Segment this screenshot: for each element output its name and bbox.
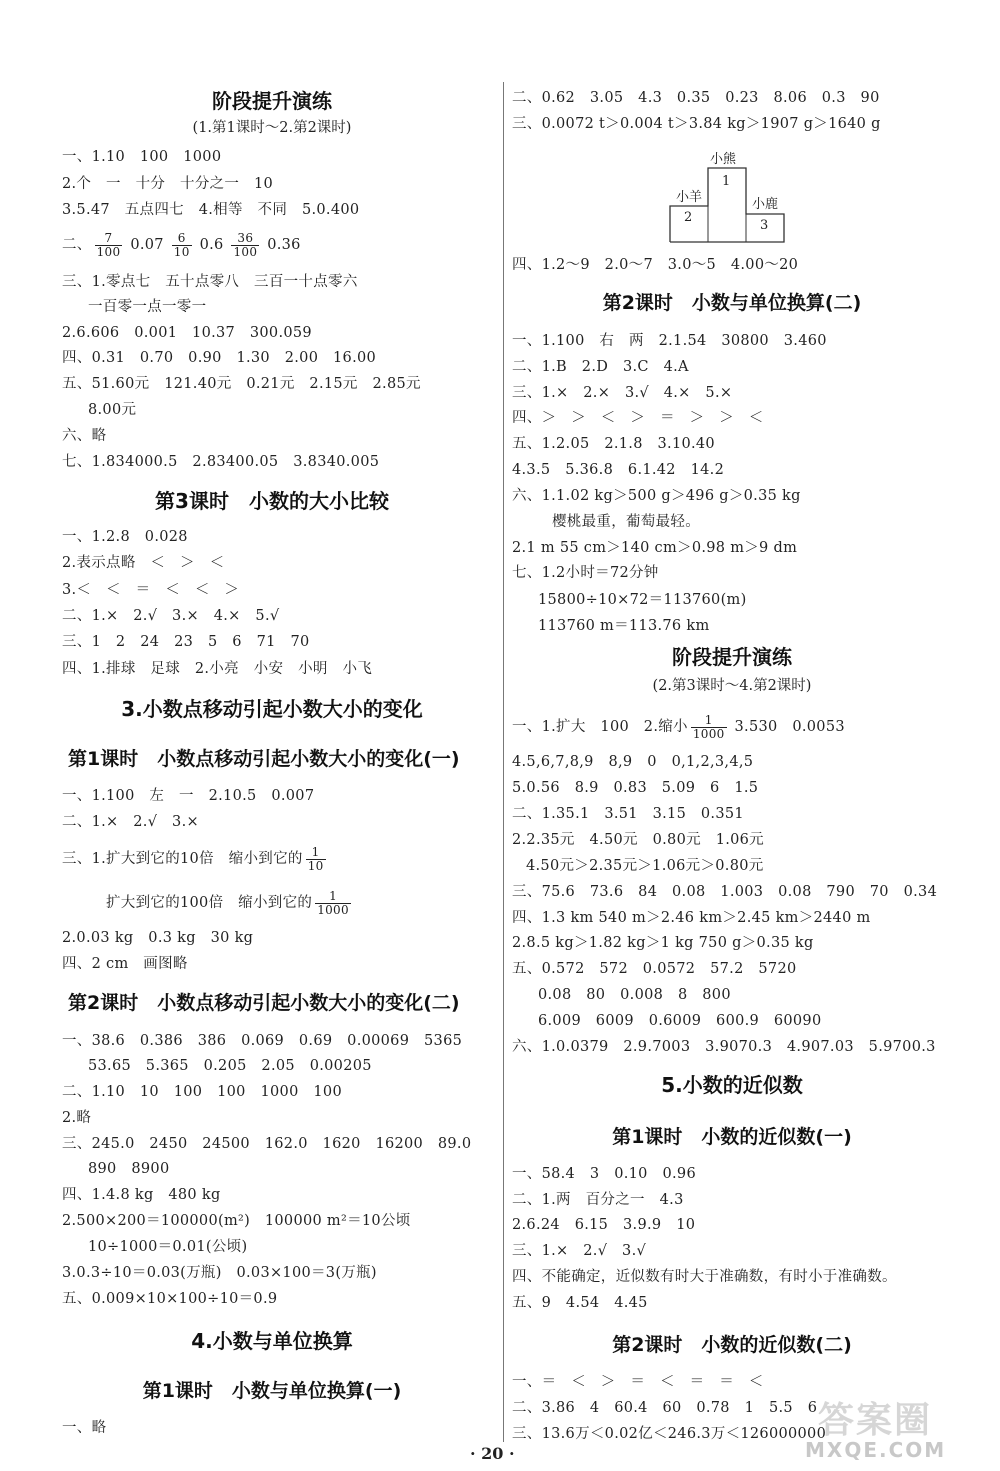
- answer-line: 2.略: [62, 1110, 92, 1126]
- answer-line: 2.1 m 55 cm＞140 cm＞0.98 m＞9 dm: [512, 540, 798, 556]
- answer-line: 3.＜ ＜ ＝ ＜ ＜ ＞: [62, 582, 240, 598]
- answer-line: 二、1.10 10 100 100 1000 100: [62, 1084, 342, 1100]
- section-title: 阶段提升演练: [672, 645, 792, 669]
- lesson-title: 第1课时 小数的近似数(一): [612, 1126, 852, 1148]
- line-text: 一、1.扩大 100 2.缩小: [512, 719, 688, 735]
- answer-line: 4.5,6,7,8,9 8,9 0 0,1,2,3,4,5: [512, 754, 754, 770]
- label-bear: 小熊: [710, 152, 737, 167]
- answer-line: 四、1.3 km 540 m＞2.46 km＞2.45 km＞2440 m: [512, 910, 871, 926]
- answer-line: 四、2 cm 画图略: [62, 956, 188, 972]
- section-subtitle: (2.第3课时～4.第2课时): [652, 678, 812, 694]
- answer-line: 二、0.62 3.05 4.3 0.35 0.23 8.06 0.3 90: [512, 90, 880, 106]
- answer-line: 一、38.6 0.386 386 0.069 0.69 0.00069 5365: [62, 1033, 463, 1049]
- answer-line: 2.6.24 6.15 3.9.9 10: [512, 1217, 696, 1233]
- answer-line: 4.50元＞2.35元＞1.06元＞0.80元: [526, 858, 764, 874]
- answer-line: 五、9 4.54 4.45: [512, 1295, 648, 1311]
- answer-line-fraction: [512, 712, 845, 742]
- answer-line: 二、1.× 2.√ 3.×: [62, 814, 199, 830]
- answer-line: 二、1.B 2.D 3.C 4.A: [512, 359, 689, 375]
- answer-line-fractions: [62, 230, 301, 260]
- answer-line: 一、略: [62, 1420, 107, 1436]
- answer-line: 五、1.2.05 2.1.8 3.10.40: [512, 436, 715, 452]
- answer-line: 3.5.47 五点四七 4.相等 不同 5.0.400: [62, 202, 360, 218]
- answer-line: 樱桃最重，葡萄最轻。: [552, 514, 700, 530]
- answer-line: 5.0.56 8.9 0.83 5.09 6 1.5: [512, 780, 759, 796]
- answer-line: 2.0.03 kg 0.3 kg 30 kg: [62, 930, 254, 946]
- value: 0.36: [267, 237, 301, 253]
- fraction: $\frac{7}{100}$: [96, 230, 121, 259]
- line-text: 三、1.扩大到它的10倍 缩小到它的: [62, 851, 303, 867]
- answer-line: 53.65 5.365 0.205 2.05 0.00205: [88, 1058, 372, 1074]
- line-text: 扩大到它的100倍 缩小到它的: [106, 895, 313, 911]
- place-3: 3: [760, 218, 769, 233]
- answer-line-fraction: [62, 844, 329, 874]
- answer-line: 三、1 2 24 23 5 6 71 70: [62, 634, 310, 650]
- line-text: 3.530 0.0053: [734, 719, 845, 735]
- answer-line: 3.0.3÷10＝0.03(万瓶) 0.03×100＝3(万瓶): [62, 1265, 377, 1281]
- answer-line: 三、245.0 2450 24500 162.0 1620 16200 89.0: [62, 1136, 472, 1152]
- answer-line: 6.009 6009 0.6009 600.9 60090: [538, 1013, 822, 1029]
- lesson-title: 第1课时 小数点移动引起小数大小的变化(一): [68, 748, 460, 770]
- answer-line: 二、1.两 百分之一 4.3: [512, 1192, 684, 1208]
- lesson-title: 第1课时 小数与单位换算(一): [142, 1380, 402, 1402]
- answer-line: 2.个 一 十分 十分之一 10: [62, 176, 274, 192]
- watermark-logo: 答案圈: [818, 1400, 933, 1441]
- answer-line: 四、1.2～9 2.0～7 3.0～5 4.00～20: [512, 257, 799, 273]
- chapter-title: 4.小数与单位换算: [191, 1329, 353, 1353]
- answer-line: 一、1.2.8 0.028: [62, 529, 188, 545]
- answer-line: 一、1.10 100 1000: [62, 149, 222, 165]
- answer-line: 2.500×200＝100000(m²) 100000 m²＝10公顷: [62, 1213, 411, 1229]
- answer-line: 五、51.60元 121.40元 0.21元 2.15元 2.85元: [62, 376, 421, 392]
- answer-line: 七、1.834000.5 2.83400.05 3.8340.005: [62, 454, 380, 470]
- place-2: 2: [684, 210, 693, 225]
- column-divider: [503, 82, 504, 1442]
- answer-line: 七、1.2小时＝72分钟: [512, 565, 659, 581]
- answer-line: 一、58.4 3 0.10 0.96: [512, 1166, 696, 1182]
- answer-line: 三、0.0072 t＞0.004 t＞3.84 kg＞1907 g＞1640 g: [512, 116, 881, 132]
- fraction: $\frac{1}{1000}$: [692, 712, 725, 741]
- label-deer: 小鹿: [752, 197, 779, 212]
- answer-line: 4.3.5 5.36.8 6.1.42 14.2: [512, 462, 725, 478]
- fraction: $\frac{6}{10}$: [173, 230, 190, 259]
- value: 0.07: [130, 237, 164, 253]
- answer-line: 2.6.606 0.001 10.37 300.059: [62, 325, 312, 341]
- answer-line: 10÷1000＝0.01(公顷): [88, 1239, 248, 1255]
- answer-line: 890 8900: [88, 1161, 170, 1177]
- chapter-title: 5.小数的近似数: [661, 1073, 803, 1097]
- answer-line-fraction: [106, 888, 354, 918]
- answer-line: 五、0.572 572 0.0572 57.2 5720: [512, 961, 797, 977]
- answer-line: 四、0.31 0.70 0.90 1.30 2.00 16.00: [62, 350, 377, 366]
- answer-line: 一、＝ ＜ ＞ ＝ ＜ ＝ ＝ ＜: [512, 1374, 764, 1390]
- answer-line: 8.00元: [88, 402, 137, 418]
- section-subtitle: (1.第1课时～2.第2课时): [192, 120, 352, 136]
- answer-line: 四、1.排球 足球 2.小亮 小安 小明 小飞: [62, 661, 373, 677]
- answer-line: 六、略: [62, 428, 107, 444]
- label-sheep: 小羊: [676, 190, 703, 205]
- answer-line: 一百零一点一零一: [88, 299, 207, 315]
- podium-diagram: [668, 148, 798, 250]
- answer-line: 0.08 80 0.008 8 800: [538, 987, 731, 1003]
- answer-line: 三、1.× 2.× 3.√ 4.× 5.×: [512, 385, 733, 401]
- answer-line: 2.8.5 kg＞1.82 kg＞1 kg 750 g＞0.35 kg: [512, 935, 814, 951]
- answer-line: 三、75.6 73.6 84 0.08 1.003 0.08 790 70 0.34: [512, 884, 938, 900]
- watermark-url: MXQE.COM: [805, 1438, 947, 1462]
- lesson-title: 第2课时 小数与单位换算(二): [602, 292, 862, 314]
- answer-line: 二、3.86 4 60.4 60 0.78 1 5.5 6: [512, 1400, 818, 1416]
- answer-line: 113760 m＝113.76 km: [538, 618, 710, 634]
- page-number: · 20 ·: [470, 1444, 515, 1463]
- fraction: $\frac{1}{1000}$: [317, 888, 349, 917]
- value: 0.6: [199, 237, 224, 253]
- fraction: $\frac{1}{10}$: [307, 844, 324, 873]
- answer-line: 五、0.009×10×100÷10＝0.9: [62, 1291, 278, 1307]
- answer-line: 三、13.6万＜0.02亿＜246.3万＜126000000: [512, 1426, 827, 1442]
- place-1: 1: [722, 174, 731, 189]
- answer-line: 二、1.35.1 3.51 3.15 0.351: [512, 806, 744, 822]
- answer-line: 六、1.1.02 kg＞500 g＞496 g＞0.35 kg: [512, 488, 801, 504]
- line-prefix: 二、: [62, 237, 92, 253]
- section-title: 阶段提升演练: [212, 89, 332, 113]
- answer-line: 三、1.零点七 五十点零八 三百一十点零六: [62, 274, 358, 290]
- answer-line: 2.表示点略 ＜ ＞ ＜: [62, 555, 225, 571]
- lesson-title: 第3课时 小数的大小比较: [155, 489, 389, 513]
- lesson-title: 第2课时 小数的近似数(二): [612, 1334, 852, 1356]
- answer-line: 四、1.4.8 kg 480 kg: [62, 1187, 221, 1203]
- answer-line: 15800÷10×72＝113760(m): [538, 592, 747, 608]
- answer-line: 四、＞ ＞ ＜ ＞ ＝ ＞ ＞ ＜: [512, 410, 764, 426]
- answer-line: 六、1.0.0379 2.9.7003 3.9070.3 4.907.03 5.9700.3: [512, 1039, 936, 1055]
- answer-line: 一、1.100 左 一 2.10.5 0.007: [62, 788, 315, 804]
- answer-line: 三、1.× 2.√ 3.√: [512, 1243, 647, 1259]
- answer-line: 四、不能确定，近似数有时大于准确数，有时小于准确数。: [512, 1269, 897, 1285]
- answer-line: 一、1.100 右 两 2.1.54 30800 3.460: [512, 333, 827, 349]
- lesson-title: 第2课时 小数点移动引起小数大小的变化(二): [68, 992, 460, 1014]
- fraction: $\frac{36}{100}$: [233, 230, 258, 259]
- answer-line: 二、1.× 2.√ 3.× 4.× 5.√: [62, 608, 280, 624]
- answer-line: 2.2.35元 4.50元 0.80元 1.06元: [512, 832, 764, 848]
- chapter-title: 3.小数点移动引起小数大小的变化: [121, 697, 423, 721]
